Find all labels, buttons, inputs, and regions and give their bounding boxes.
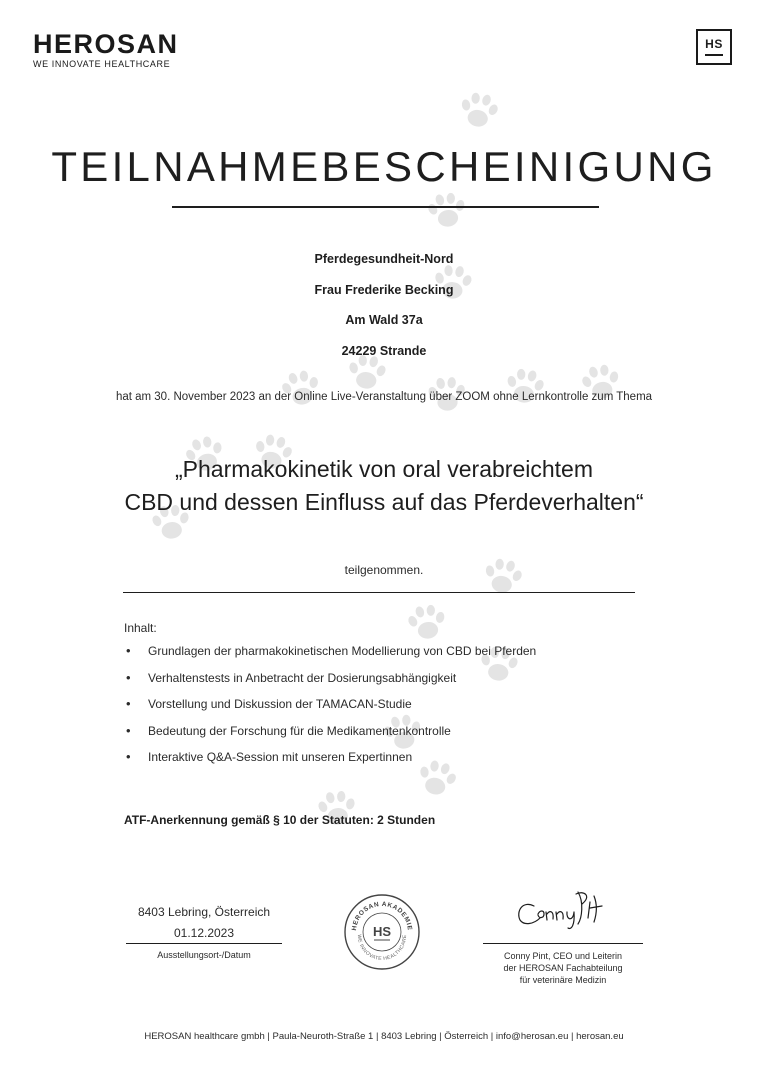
footer-address: HEROSAN healthcare gmbh | Paula-Neuroth-Straße 1 | 8403 Lebring | Österreich | info@herosan.eu | herosan.eu <box>144 1031 624 1042</box>
list-item: • Bedeutung der Forschung für die Medikamentenkontrolle <box>124 724 536 751</box>
content-list <box>124 644 536 777</box>
topic-line-2: CBD und dessen Einfluss auf das Pferdeverhalten“ <box>124 489 644 515</box>
place-date-caption: Ausstellungsort-/Datum <box>157 950 251 960</box>
paw-print-icon <box>274 362 329 417</box>
date-signature-line <box>126 943 282 944</box>
recipient-city: 24229 Strande <box>341 344 427 358</box>
monogram-underline <box>705 54 723 56</box>
recipient-organization: Pferdegesundheit-Nord <box>314 252 454 266</box>
content-label: Inhalt: <box>124 621 157 635</box>
participated-text: teilgenommen. <box>344 563 424 577</box>
handwritten-signature <box>512 882 612 932</box>
list-item: • Interaktive Q&A-Session mit unseren Expertinnen <box>124 750 536 777</box>
ceo-signature-line <box>483 943 643 944</box>
recognition-text: ATF-Anerkennung gemäß § 10 der Statuten: 2 Stunden <box>124 813 436 827</box>
brand-logo: HEROSAN <box>33 29 179 59</box>
seal-monogram: HS <box>372 924 392 939</box>
list-item: • Verhaltenstests in Anbetracht der Dosierungsabhängigkeit <box>124 671 536 698</box>
participation-divider <box>123 592 635 593</box>
seal-top-text: HEROSAN AKADEMIE <box>350 900 414 932</box>
issue-date: 01.12.2023 <box>173 926 235 940</box>
brand-tagline: WE INNOVATE HEALTHCARE <box>33 59 171 69</box>
title-divider <box>172 206 599 208</box>
paw-print-icon <box>421 185 473 237</box>
paw-print-icon <box>452 84 505 137</box>
signer-line-2: der HEROSAN Fachabteilung <box>503 963 623 973</box>
list-item: • Vorstellung und Diskussion der TAMACAN-Studie <box>124 697 536 724</box>
paw-print-icon <box>476 550 529 603</box>
list-item: • Grundlagen der pharmakokinetischen Modellierung von CBD bei Pferden <box>124 644 536 671</box>
monogram-logo <box>696 29 732 65</box>
monogram-text: HS <box>705 37 723 51</box>
signer-line-1: Conny Pint, CEO und Leiterin <box>503 951 623 961</box>
issue-place: 8403 Lebring, Österreich <box>137 905 271 919</box>
topic-line-1: „Pharmakokinetik von oral verabreichtem <box>174 456 593 482</box>
academy-seal-icon <box>342 892 422 972</box>
certificate-title: TEILNAHMEBESCHEINIGUNG <box>51 143 717 190</box>
seal-bottom-text: WE INNOVATE HEALTHCARE <box>355 934 409 963</box>
paw-print-icon <box>401 597 453 649</box>
signer-caption <box>483 950 643 986</box>
recipient-name: Frau Frederike Becking <box>314 283 454 297</box>
signer-line-3: für veterinäre Medizin <box>519 975 607 985</box>
intro-text: hat am 30. November 2023 an der Online Live-Veranstaltung über ZOOM ohne Lernkontrolle zum Thema <box>115 391 653 403</box>
recipient-street: Am Wald 37a <box>345 313 423 327</box>
paw-print-icon <box>499 361 551 413</box>
